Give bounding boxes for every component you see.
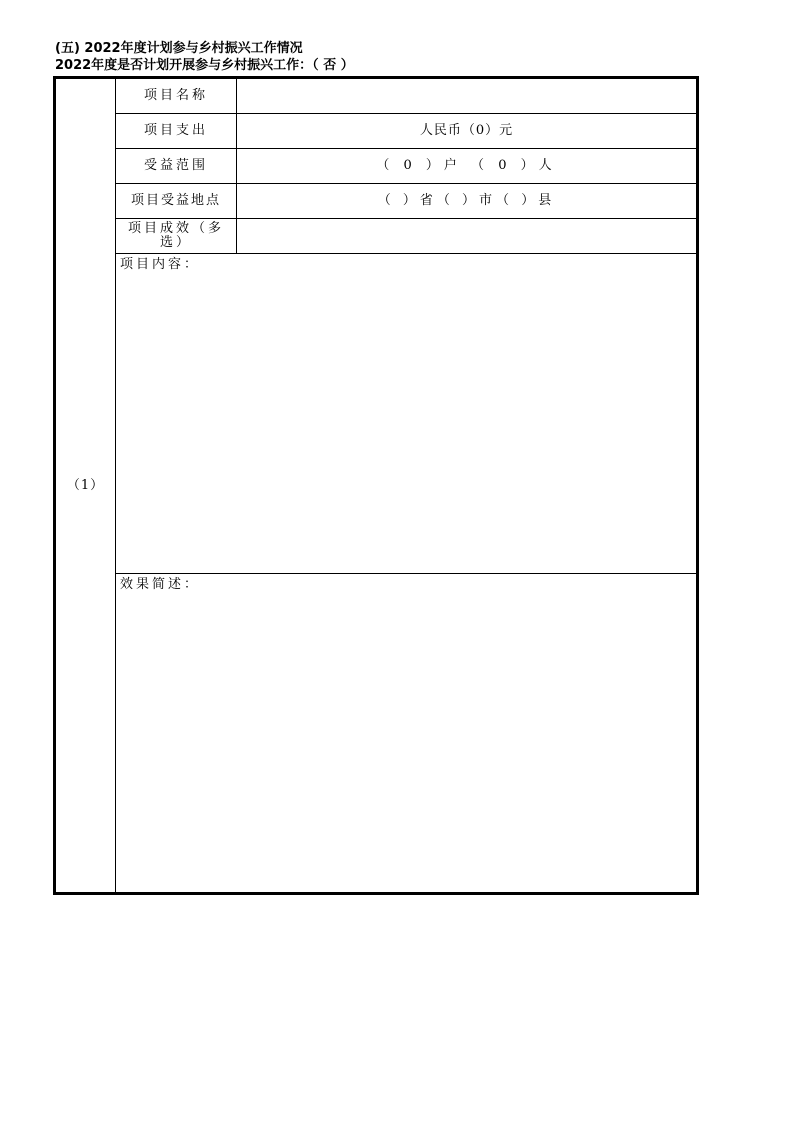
project-form-table (53, 76, 699, 895)
effect-summary-field[interactable] (116, 574, 696, 892)
beneficiary-scope-label: 受益范围 (143, 158, 208, 173)
project-results-field[interactable] (237, 219, 696, 253)
project-expenditure-label: 项目支出 (143, 123, 208, 138)
project-content-label: 项目内容： (120, 257, 201, 272)
project-results-label-line1: 项目成效（多 (127, 221, 224, 236)
section-title: (五) 2022年度计划参与乡村振兴工作情况 (55, 41, 303, 56)
plan-question: 2022年度是否计划开展参与乡村振兴工作：（ 否 ） (55, 58, 354, 73)
row-index: （1） (66, 477, 105, 493)
project-expenditure-field[interactable]: 人民币（0）元 (419, 123, 514, 138)
project-results-label (116, 219, 236, 253)
project-content-field[interactable] (116, 254, 696, 573)
beneficiary-location-label: 项目受益地点 (130, 193, 221, 208)
project-name-label: 项目名称 (143, 88, 208, 103)
beneficiary-scope-field[interactable]: （ 0 ）户 （ 0 ）人 (376, 158, 557, 173)
project-name-field[interactable] (237, 79, 696, 113)
project-results-label-line2: 选） (159, 235, 192, 250)
beneficiary-location-field[interactable]: （ ）省（ ）市（ ）县 (377, 193, 556, 208)
effect-summary-label: 效果简述： (120, 577, 201, 592)
